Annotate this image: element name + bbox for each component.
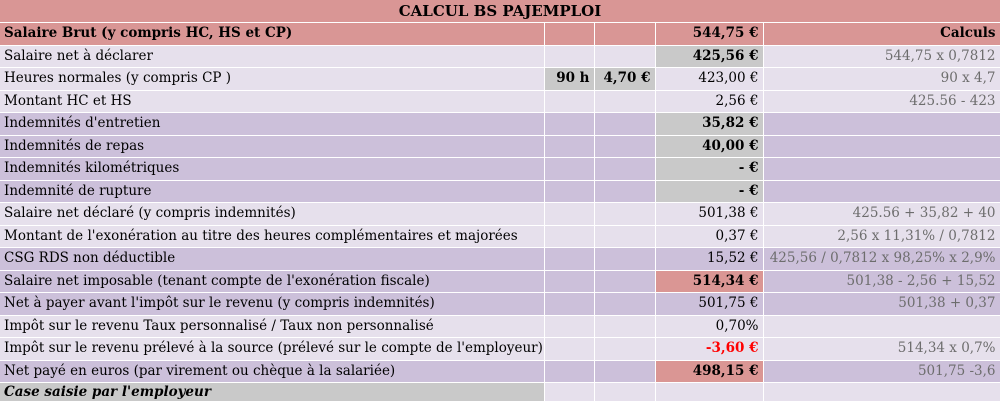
row-calc — [763, 383, 1000, 402]
cell-b — [544, 180, 594, 203]
cell-c — [594, 248, 655, 271]
row-value: 514,34 € — [655, 270, 763, 293]
row-calc: 425.56 - 423 — [763, 90, 1000, 113]
table-row — [0, 180, 1000, 203]
row-label: Indemnité de rupture — [0, 180, 544, 203]
table-row — [0, 270, 1000, 293]
row-calc: Calculs — [763, 23, 1000, 45]
row-calc: 501,75 -3,6 — [763, 360, 1000, 383]
row-calc: 90 x 4,7 — [763, 68, 1000, 91]
row-value: 0,70% — [655, 315, 763, 338]
row-label: Salaire Brut (y compris HC, HS et CP) — [0, 23, 544, 45]
row-label: Indemnités de repas — [0, 135, 544, 158]
cell-b — [544, 45, 594, 68]
cell-b — [544, 383, 594, 402]
cell-c — [594, 383, 655, 402]
cell-b — [544, 113, 594, 136]
row-label: Montant de l'exonération au titre des heures complémentaires et majorées — [0, 225, 544, 248]
table-row — [0, 90, 1000, 113]
cell-b — [544, 270, 594, 293]
row-value[interactable]: 40,00 € — [655, 135, 763, 158]
cell-b — [544, 203, 594, 226]
cell-c — [594, 158, 655, 181]
row-value[interactable]: - € — [655, 180, 763, 203]
table-row — [0, 360, 1000, 383]
table-row — [0, 383, 1000, 402]
cell-b — [544, 315, 594, 338]
row-value[interactable]: 35,82 € — [655, 113, 763, 136]
row-value: 423,00 € — [655, 68, 763, 91]
row-label: Net payé en euros (par virement ou chèque à la salariée) — [0, 360, 544, 383]
row-value: 544,75 € — [655, 23, 763, 45]
cell-b — [544, 158, 594, 181]
cell-b — [544, 90, 594, 113]
table-row — [0, 225, 1000, 248]
table-row — [0, 23, 1000, 45]
row-value[interactable]: - € — [655, 158, 763, 181]
cell-c — [594, 180, 655, 203]
row-label: Indemnités kilométriques — [0, 158, 544, 181]
table-row — [0, 248, 1000, 271]
cell-c — [594, 135, 655, 158]
cell-b — [544, 23, 594, 45]
cell-c — [594, 360, 655, 383]
table-row — [0, 113, 1000, 136]
row-calc: 514,34 x 0,7% — [763, 338, 1000, 361]
row-calc: 544,75 x 0,7812 — [763, 45, 1000, 68]
row-calc — [763, 158, 1000, 181]
cell-c — [594, 270, 655, 293]
row-label: Indemnités d'entretien — [0, 113, 544, 136]
table-row — [0, 68, 1000, 91]
cell-b — [544, 338, 594, 361]
table-row — [0, 338, 1000, 361]
row-calc — [763, 113, 1000, 136]
row-calc: 501,38 + 0,37 — [763, 293, 1000, 316]
table-row — [0, 315, 1000, 338]
row-label: Montant HC et HS — [0, 90, 544, 113]
row-calc — [763, 315, 1000, 338]
table-row — [0, 293, 1000, 316]
row-label: Impôt sur le revenu Taux personnalisé / Taux non personnalisé — [0, 315, 544, 338]
row-value — [655, 383, 763, 402]
table-row — [0, 135, 1000, 158]
row-label: Salaire net imposable (tenant compte de l'exonération fiscale) — [0, 270, 544, 293]
hours-cell[interactable]: 90 h — [544, 68, 594, 91]
cell-c — [594, 113, 655, 136]
cell-b — [544, 135, 594, 158]
cell-c — [594, 45, 655, 68]
cell-c — [594, 315, 655, 338]
legend-label: Case saisie par l'employeur — [0, 383, 544, 402]
cell-b — [544, 248, 594, 271]
cell-c — [594, 90, 655, 113]
row-value: 501,38 € — [655, 203, 763, 226]
row-label: Heures normales (y compris CP ) — [0, 68, 544, 91]
cell-c — [594, 225, 655, 248]
cell-c — [594, 293, 655, 316]
cell-c — [594, 338, 655, 361]
row-value: 2,56 € — [655, 90, 763, 113]
row-value: 0,37 € — [655, 225, 763, 248]
row-value: -3,60 € — [655, 338, 763, 361]
table-row — [0, 158, 1000, 181]
row-calc: 2,56 x 11,31% / 0,7812 — [763, 225, 1000, 248]
row-value: 501,75 € — [655, 293, 763, 316]
row-label: Salaire net à déclarer — [0, 45, 544, 68]
cell-b — [544, 360, 594, 383]
row-value[interactable]: 425,56 € — [655, 45, 763, 68]
table-row — [0, 45, 1000, 68]
row-value: 498,15 € — [655, 360, 763, 383]
table-row — [0, 203, 1000, 226]
row-label: CSG RDS non déductible — [0, 248, 544, 271]
payroll-table — [0, 23, 1000, 402]
cell-c — [594, 203, 655, 226]
hourly-rate-cell[interactable]: 4,70 € — [594, 68, 655, 91]
row-calc — [763, 135, 1000, 158]
row-calc: 425,56 / 0,7812 x 98,25% x 2,9% — [763, 248, 1000, 271]
row-calc: 425.56 + 35,82 + 40 — [763, 203, 1000, 226]
row-calc: 501,38 - 2,56 + 15,52 — [763, 270, 1000, 293]
row-value: 15,52 € — [655, 248, 763, 271]
cell-b — [544, 225, 594, 248]
row-label: Salaire net déclaré (y compris indemnités) — [0, 203, 544, 226]
row-label: Net à payer avant l'impôt sur le revenu (y compris indemnités) — [0, 293, 544, 316]
cell-b — [544, 293, 594, 316]
sheet-title: CALCUL BS PAJEMPLOI — [0, 0, 1000, 23]
cell-c — [594, 23, 655, 45]
row-label: Impôt sur le revenu prélevé à la source (prélevé sur le compte de l'employeur) — [0, 338, 544, 361]
row-calc — [763, 180, 1000, 203]
